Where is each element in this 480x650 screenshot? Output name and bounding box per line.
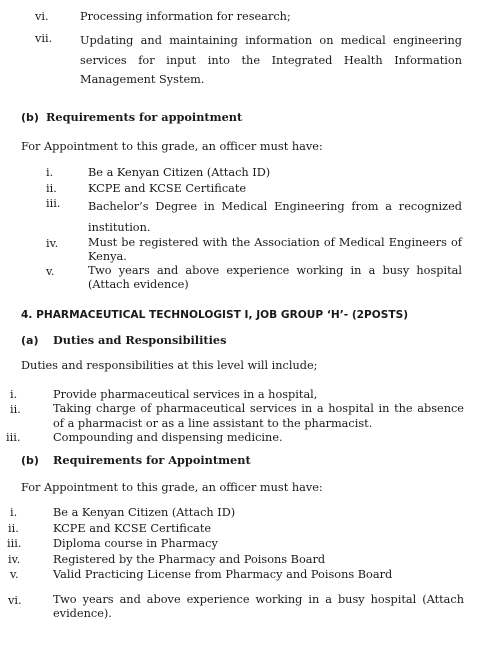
- section-title: 4. PHARMACEUTICAL TECHNOLOGIST I, JOB GROUP ‘H’- (2POSTS): [21, 309, 409, 321]
- list-number: iii.: [6, 431, 21, 444]
- list-number: ii.: [8, 522, 19, 535]
- section-heading: Requirements for Appointment: [53, 453, 251, 467]
- section-label: (b): [21, 111, 39, 124]
- list-number: i.: [46, 166, 54, 179]
- list-number: iii.: [7, 537, 22, 550]
- list-item-text: Registered by the Pharmacy and Poisons Board: [53, 553, 326, 566]
- list-item-text: Bachelor’s Degree in Medical Engineering from a recognized institution.: [88, 200, 462, 234]
- list-item-text: Two years and above experience working in a busy hospital (Attach evidence).: [53, 593, 464, 620]
- section-heading: Duties and Responsibilities: [53, 333, 227, 347]
- list-number: iii.: [46, 197, 61, 210]
- list-number: ii.: [46, 182, 57, 195]
- list-number: i.: [10, 388, 18, 401]
- section-intro: Duties and responsibilities at this level will include;: [21, 359, 318, 372]
- list-item-text: Must be registered with the Association of Medical Engineers of Kenya.: [88, 236, 462, 263]
- list-item-text: Taking charge of pharmaceutical services in a hospital in the absence of a pharmacist or as a line assistant to the pharmacist.: [53, 402, 464, 430]
- list-number: v.: [10, 568, 19, 581]
- list-number: vi.: [35, 10, 49, 23]
- list-number: ii.: [10, 403, 21, 416]
- list-item-text: Updating and maintaining information on medical engineering services for input into the Integrated Health Information Management System.: [80, 34, 462, 86]
- list-item-text: Two years and above experience working in a busy hospital (Attach evidence): [88, 264, 462, 291]
- list-number: vii.: [35, 32, 53, 45]
- list-item-text: Processing information for research;: [80, 10, 291, 23]
- list-item-text: KCPE and KCSE Certificate: [88, 182, 247, 195]
- section-label: (b): [21, 454, 39, 467]
- list-item-text: KCPE and KCSE Certificate: [53, 522, 212, 535]
- list-item-text: Be a Kenyan Citizen (Attach ID): [53, 506, 236, 519]
- list-item-text: Be a Kenyan Citizen (Attach ID): [88, 166, 271, 179]
- section-label: (a): [21, 334, 39, 347]
- section-heading: Requirements for appointment: [46, 110, 243, 124]
- list-item-text: Compounding and dispensing medicine.: [53, 431, 283, 444]
- list-number: iv.: [8, 553, 21, 566]
- list-number: v.: [46, 265, 55, 278]
- section-intro: For Appointment to this grade, an officer must have:: [21, 481, 323, 494]
- list-item-text: Valid Practicing License from Pharmacy and Poisons Board: [53, 568, 393, 581]
- section-intro: For Appointment to this grade, an officer must have:: [21, 140, 323, 153]
- list-number: iv.: [46, 237, 59, 250]
- list-item-text: Provide pharmaceutical services in a hospital,: [53, 388, 318, 401]
- list-number: vi.: [8, 594, 22, 607]
- list-number: i.: [10, 506, 18, 519]
- list-item-text: Diploma course in Pharmacy: [53, 537, 218, 550]
